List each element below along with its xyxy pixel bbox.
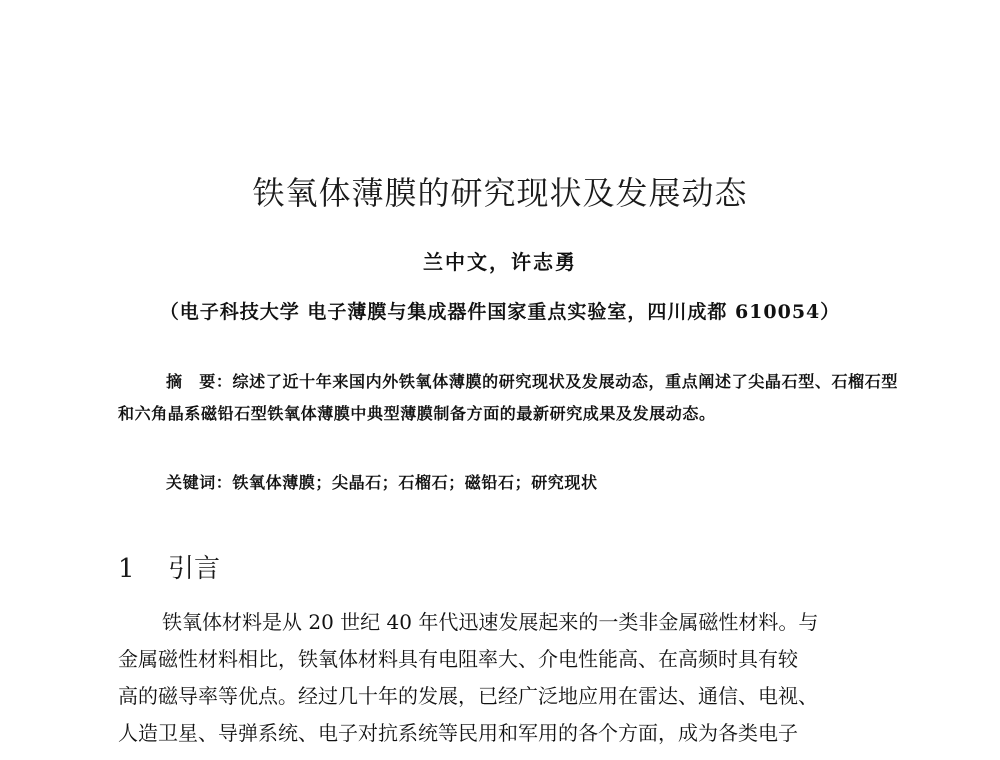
abstract-paragraph: 摘 要：综述了近十年来国内外铁氧体薄膜的研究现状及发展动态，重点阐述了尖晶石型、石榴石型和六角晶系磁铅石型铁氧体薄膜中典型薄膜制备方面的最新研究成果及发展动态。 xyxy=(118,372,898,423)
section-number: 1 xyxy=(118,554,135,584)
body-line: 高的磁导率等优点。经过几十年的发展，已经广泛地应用在雷达、通信、电视、 xyxy=(118,684,818,708)
body-paragraph xyxy=(118,604,888,752)
section-heading xyxy=(118,548,220,585)
section-title: 引言 xyxy=(168,554,221,584)
paper-title: 铁氧体薄膜的研究现状及发展动态 xyxy=(252,174,748,212)
body-line: 铁氧体材料是从 20 世纪 40 年代迅速发展起来的一类非金属磁性材料。与 xyxy=(162,610,819,634)
body-line: 金属磁性材料相比，铁氧体材料具有电阻率大、介电性能高、在高频时具有较 xyxy=(118,647,798,671)
body-line: 人造卫星、导弹系统、电子对抗系统等民用和军用的各个方面，成为各类电子 xyxy=(118,721,798,745)
keywords-line: 关键词：铁氧体薄膜；尖晶石；石榴石；磁铅石；研究现状 xyxy=(166,473,598,492)
authors: 兰中文，许志勇 xyxy=(423,250,577,274)
affiliation: （电子科技大学 电子薄膜与集成器件国家重点实验室，四川成都 610054） xyxy=(159,301,841,323)
